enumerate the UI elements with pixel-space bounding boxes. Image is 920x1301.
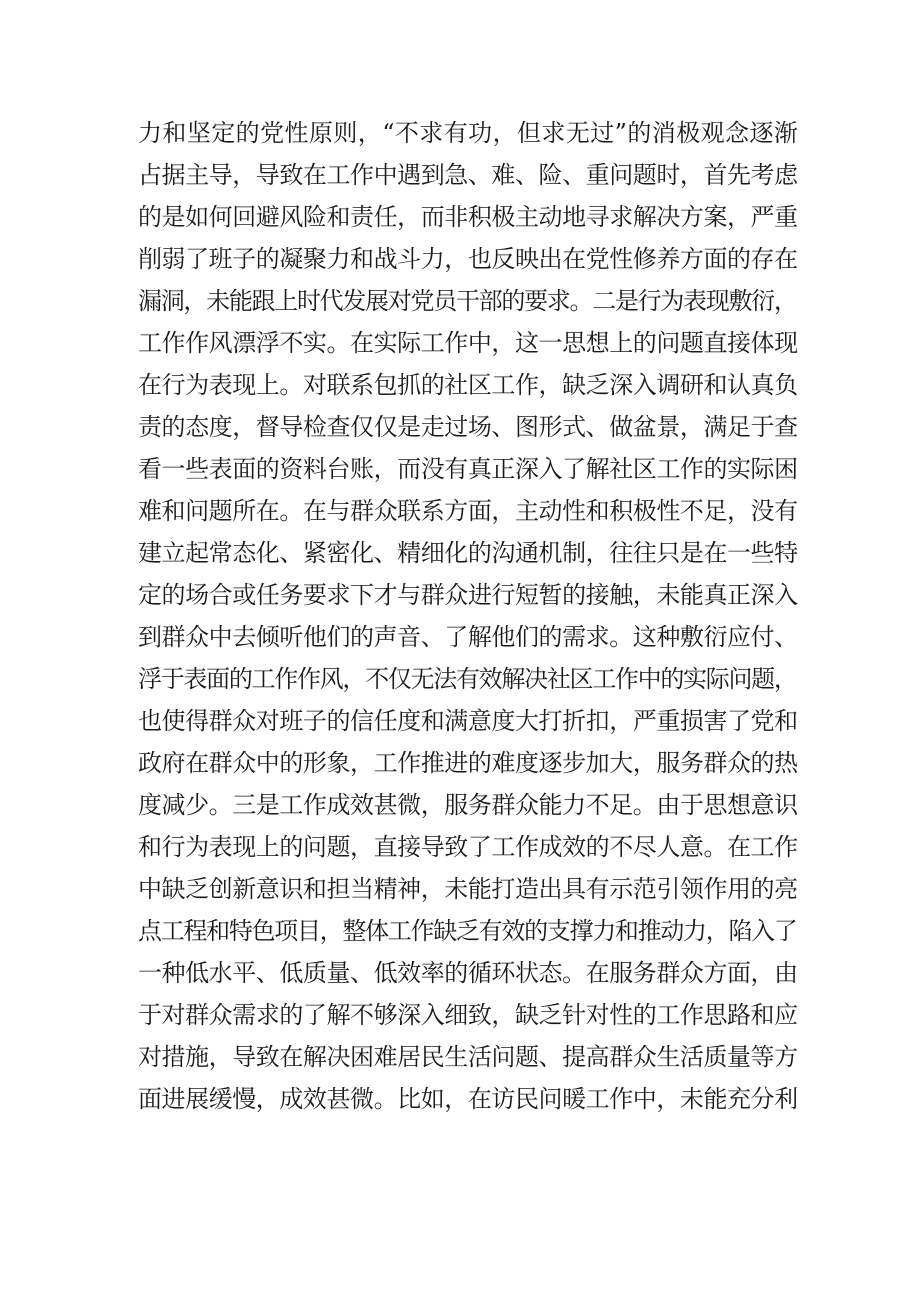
text-line: 的是如何回避风险和责任，而非积极主动地寻求解决方案，严重 — [138, 203, 798, 231]
text-line: 难和问题所在。在与群众联系方面，主动性和积极性不足，没有 — [138, 497, 798, 525]
text-line: 一种低水平、低质量、低效率的循环状态。在服务群众方面，由 — [138, 959, 798, 987]
text-line: 削弱了班子的凝聚力和战斗力，也反映出在党性修养方面的存在 — [138, 245, 798, 273]
text-line: 责的态度，督导检查仅仅是走过场、图形式、做盆景，满足于查 — [138, 413, 798, 441]
text-line: 和行为表现上的问题，直接导致了工作成效的不尽人意。在工作 — [138, 833, 798, 861]
text-line: 占据主导，导致在工作中遇到急、难、险、重问题时，首先考虑 — [138, 161, 798, 189]
body-paragraph — [138, 112, 798, 1120]
text-line: 也使得群众对班子的信任度和满意度大打折扣，严重损害了党和 — [138, 707, 798, 735]
text-line: 对措施，导致在解决困难居民生活问题、提高群众生活质量等方 — [138, 1043, 798, 1071]
text-line: 点工程和特色项目，整体工作缺乏有效的支撑力和推动力，陷入了 — [138, 917, 797, 945]
text-line: 工作作风漂浮不实。在实际工作中，这一思想上的问题直接体现 — [138, 329, 798, 357]
text-line: 到群众中去倾听他们的声音、了解他们的需求。这种敷衍应付、 — [138, 623, 798, 651]
text-line: 定的场合或任务要求下才与群众进行短暂的接触，未能真正深入 — [138, 581, 798, 609]
text-line: 中缺乏创新意识和担当精神，未能打造出具有示范引领作用的亮 — [138, 875, 798, 903]
text-line: 在行为表现上。对联系包抓的社区工作，缺乏深入调研和认真负 — [138, 371, 798, 399]
text-line: 看一些表面的资料台账，而没有真正深入了解社区工作的实际困 — [138, 455, 798, 483]
text-line: 浮于表面的工作作风，不仅无法有效解决社区工作中的实际问题， — [138, 665, 797, 693]
text-line: 度减少。三是工作成效甚微，服务群众能力不足。由于思想意识 — [138, 791, 798, 819]
text-line: 漏洞，未能跟上时代发展对党员干部的要求。二是行为表现敷衍， — [138, 287, 797, 315]
text-line: 建立起常态化、紧密化、精细化的沟通机制，往往只是在一些特 — [138, 539, 798, 567]
text-line: 面进展缓慢，成效甚微。比如，在访民问暖工作中，未能充分利 — [138, 1085, 798, 1113]
text-line: 政府在群众中的形象，工作推进的难度逐步加大，服务群众的热 — [138, 749, 798, 777]
text-line: 于对群众需求的了解不够深入细致，缺乏针对性的工作思路和应 — [138, 1001, 798, 1029]
text-line: 力和坚定的党性原则，“不求有功，但求无过”的消极观念逐渐 — [138, 119, 798, 147]
